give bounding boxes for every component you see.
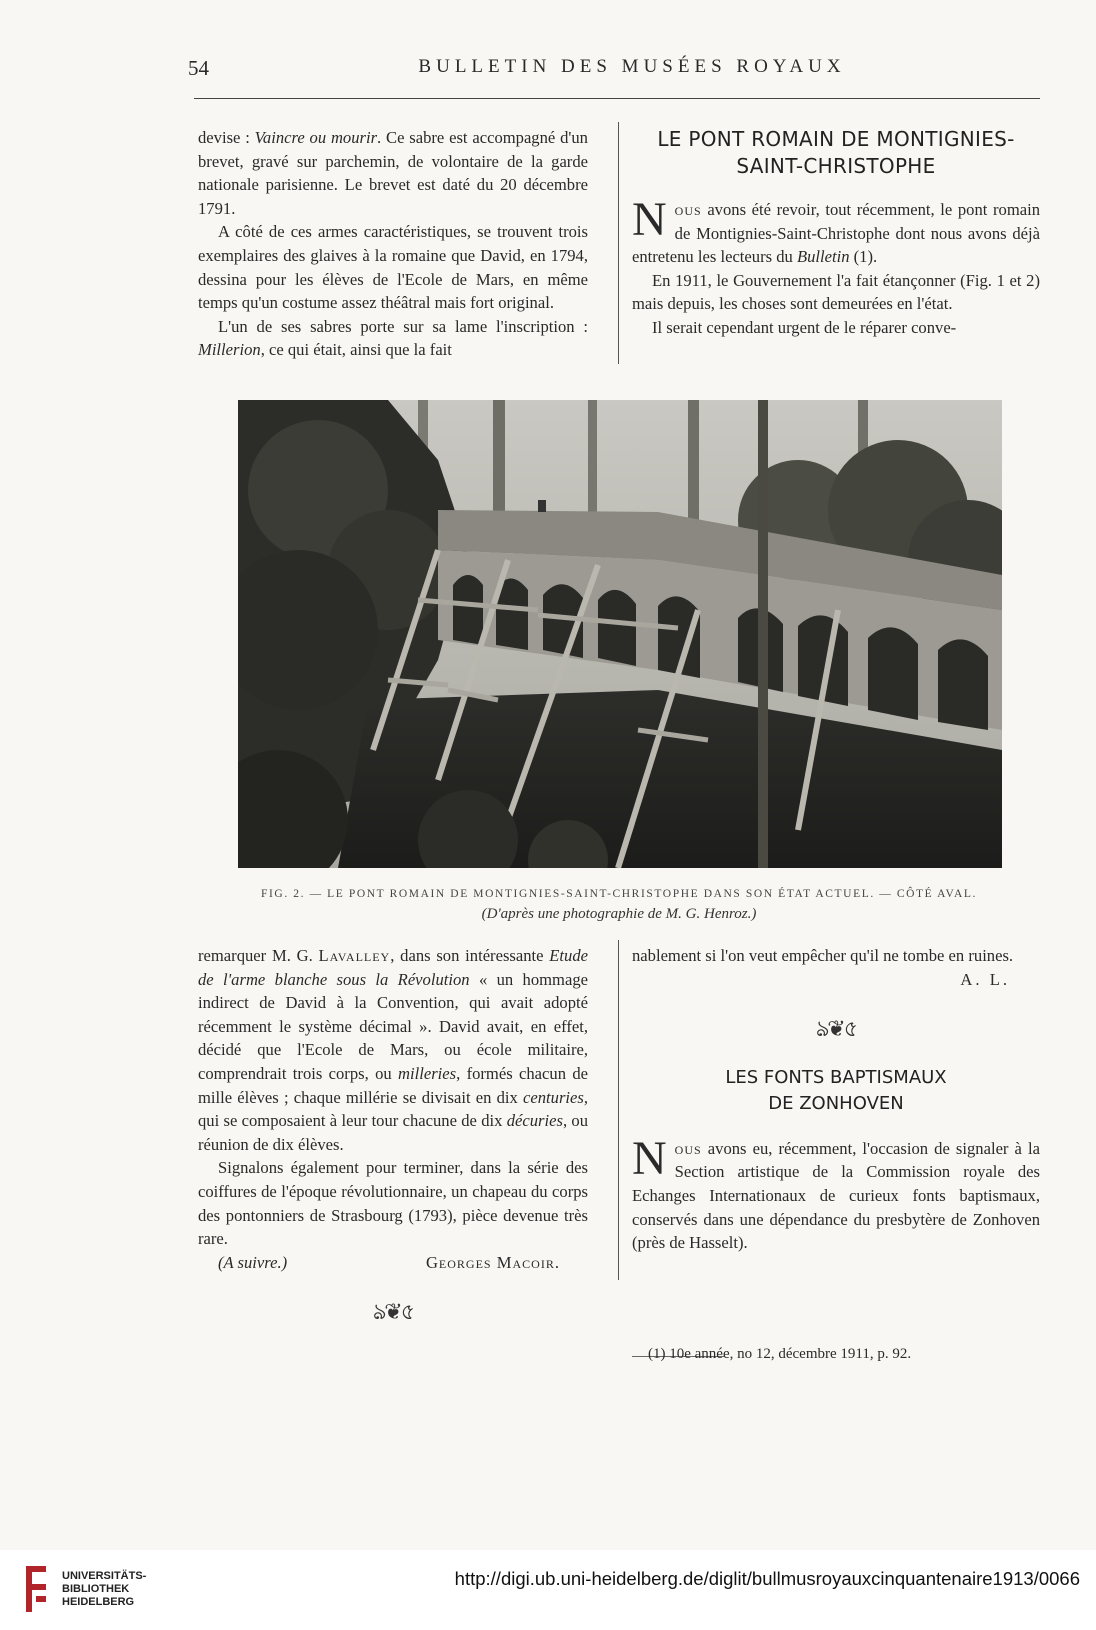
column-divider	[618, 122, 619, 364]
column-divider	[618, 940, 619, 1280]
ornament: ঌ❦৫	[373, 1299, 413, 1325]
paragraph: devise : Vaincre ou mourir. Ce sabre est accompagné d'un brevet, gravé sur parchemin, de volontaire de la garde nationale parisienne. Le brevet est daté du 20 décembre 1791.	[198, 128, 588, 218]
left-column-bottom	[198, 944, 588, 1348]
paragraph: L'un de ses sabres porte sur sa lame l'inscription : Millerion, ce qui était, ainsi que la fait	[198, 316, 588, 360]
paragraph: remarquer M. G. Lavalley, dans son intéressante Etude de l'arme blanche sous la Révolution « un hommage indirect de David à la Convention, qui avait adopté récemment le système décimal ». David avait, en effet, décidé que l'Ecole de Mars, ou école militaire, comprendrait trois corps, ou milleries, formés chacun de mille élèves ; chaque millérie se divisait en dix centuries, qui se composaient à leur tour chacune de dix décuries, ou réunion de dix élèves.	[198, 946, 588, 1154]
page-number: 54	[188, 56, 209, 80]
ornament: ঌ❦৫	[816, 1016, 856, 1042]
library-name: UNIVERSITÄTS- BIBLIOTHEK HEIDELBERG	[62, 1570, 147, 1608]
figure-credit: (D'après une photographie de M. G. Henroz.)	[481, 906, 757, 922]
paragraph: En 1911, le Gouvernement l'a fait étançonner (Fig. 1 et 2) mais depuis, les choses sont demeurées en l'état.	[632, 270, 1040, 314]
footer-band	[0, 1550, 1096, 1630]
paragraph: Nous avons eu, récemment, l'occasion de signaler à la Section artistique de la Commission royale des Echanges Internationaux de curieux fonts baptismaux, conservés dans une dépendance du presbytère de Zonhoven (près de Hasselt).	[632, 1131, 1040, 1253]
article-signature: A. L.	[960, 969, 1010, 989]
article-title: LES FONTS BAPTISMAUX DE ZONHOVEN	[725, 1066, 947, 1114]
left-column-top	[198, 126, 588, 362]
drop-cap: N	[632, 193, 667, 246]
a-suivre: (A suivre.)	[218, 1252, 288, 1272]
header-rule	[194, 98, 1040, 99]
paragraph: Il serait cependant urgent de le réparer conve-	[652, 317, 957, 337]
running-head	[186, 54, 1038, 84]
paragraph: nablement si l'on veut empêcher qu'il ne tombe en ruines.	[632, 946, 1014, 965]
article-title: LE PONT ROMAIN DE MONTIGNIES- SAINT-CHRISTOPHE	[657, 127, 1015, 178]
paragraph: Signalons également pour terminer, dans la série des coiffures de l'époque révolutionnaire, un chapeau du corps des pontonniers de Strasbourg (1793), pièce devenue très rare.	[198, 1158, 588, 1249]
journal-title: BULLETIN DES MUSÉES ROYAUX	[418, 56, 846, 77]
author-signature: Georges Macoir.	[425, 1252, 560, 1272]
footnote: (1) 10e année, no 12, décembre 1911, p. 92.	[648, 1346, 912, 1362]
right-column-bottom	[632, 944, 1040, 1255]
paragraph: Nous avons été revoir, tout récemment, le pont romain de Montignies-Saint-Christophe dont nous avons déjà entretenu les lecteurs du Bulletin (1).	[632, 193, 1040, 267]
source-url-link[interactable]: http://digi.ub.uni-heidelberg.de/diglit/bullmusroyauxcinquantenaire1913/0066	[454, 1568, 1080, 1589]
article-end-line	[198, 1251, 588, 1275]
bridge-photograph	[238, 400, 1002, 868]
article-pont-romain	[632, 126, 1040, 340]
drop-cap: N	[632, 1131, 667, 1185]
library-logo-icon	[22, 1560, 50, 1618]
paragraph: A côté de ces armes caractéristiques, se trouvent trois exemplaires des glaives à la romaine que David, en 1794, dessina pour les élèves de l'Ecole de Mars, en même temps qu'un costume assez théâtral mais fort original.	[198, 222, 588, 313]
figure-caption: FIG. 2. — LE PONT ROMAIN DE MONTIGNIES-SAINT-CHRISTOPHE DANS SON ÉTAT ACTUEL. — CÔTÉ AVAL.	[261, 888, 977, 900]
